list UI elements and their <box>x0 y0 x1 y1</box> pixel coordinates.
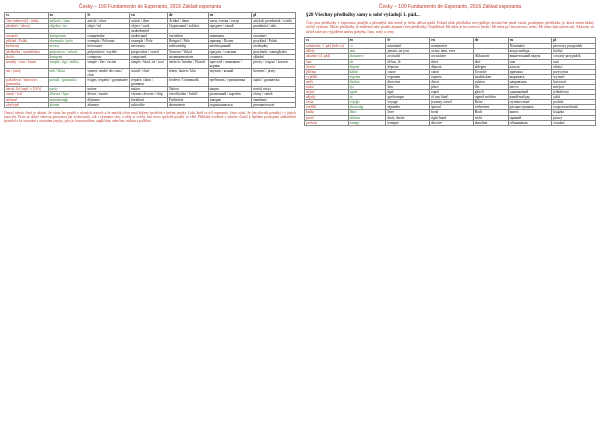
table-cell-eo: nek / klara <box>48 68 86 77</box>
table-cell-en: at any time, ever <box>430 49 474 54</box>
table-cell-ru: винительный падеж <box>508 54 552 59</box>
table-cell-eo: diversa / ŝipo <box>48 92 86 97</box>
section-paragraph: Čím jsou předložky v esperantu jasnější a přesnější, tím méně je třeba užívat pádů. Pokud však předložka nevyjadřuje dostatečně jasně vztah, použijeme předložku je, která nemá žádný určitý význam. Místo předložky je můžeme také použít akuzativ bez předložky. Například: Mi ridas je lia naiveco (nebo: Mi ridas pri lia naiveco, nebo: Mi ridas lian naivecon). Akuzativ se užívá také pro vyjádření směru pohybu, času, míry a ceny. <box>306 21 594 34</box>
table-cell-pl: przyimek / samogłoska <box>252 49 296 54</box>
table-cell-pl: kierować <box>552 79 596 84</box>
column-header-cs: cs <box>5 13 49 19</box>
table-cell-ru: когда-нибудь <box>508 49 552 54</box>
table-cell-eo: ejo <box>348 84 386 89</box>
table-cell-de: Vorwort / Vokal <box>167 49 208 54</box>
table-cell-fr: déposer <box>386 64 430 69</box>
table-cell-cs: rozšířit <box>305 105 349 110</box>
table-cell-cs: kniha <box>305 110 349 115</box>
table-cell-eo: matenmanĝo <box>48 97 86 102</box>
column-header-ru: ru <box>208 13 252 19</box>
table-cell-cs: místo <box>305 84 349 89</box>
table-row <box>5 59 296 68</box>
table-cell-pl: jakiś <box>552 95 596 100</box>
table-cell-de: verstehen <box>167 34 208 39</box>
table-cell-en: nominative <box>430 44 474 49</box>
table-cell-de: verbreiten <box>473 105 508 110</box>
table-cell-fr: égal <box>386 90 430 95</box>
table-cell-fr: comprendre <box>86 34 130 39</box>
column-header-ru: ru <box>508 38 552 44</box>
table-cell-en: necessary <box>130 44 168 49</box>
table-cell-cs: snadný / vzor / kmen <box>5 59 49 68</box>
right-page <box>300 0 600 424</box>
table-cell-eo: direkto <box>348 79 386 84</box>
table-cell-eo: libro <box>348 110 386 115</box>
table-cell-ru: пример / Полек <box>208 39 252 44</box>
table-cell-eo: nacio <box>48 87 86 92</box>
table-cell-ru: предмет / такой <box>208 24 252 29</box>
table-cell-en: deposit <box>430 64 474 69</box>
table-cell-pl: niezbędny <box>252 44 296 49</box>
table-row <box>305 120 596 125</box>
table-cell-eo: komponi <box>48 54 86 59</box>
table-cell-en: there <box>430 59 474 64</box>
table-cell-cs: nezbytný <box>5 44 49 49</box>
table-cell-eo: simpla / ligi / radiko <box>48 59 86 68</box>
table-cell-cs: rozumět <box>5 34 49 39</box>
table-cell-ru: распространять <box>508 105 552 110</box>
table-row <box>5 102 296 107</box>
table-cell-de: zusammensetzen <box>167 54 208 59</box>
table-cell-pl: kiedyś <box>552 49 596 54</box>
table-cell-ru: книга <box>508 110 552 115</box>
table-cell-de: Reise <box>473 100 508 105</box>
table-cell-ru: правый <box>508 115 552 120</box>
table-cell-cs: národ, lid (např. v USA) <box>5 87 49 92</box>
table-cell-ru: подписываться <box>208 102 252 107</box>
table-cell-cs: předmět / takový <box>5 24 49 29</box>
table-cell-eo: trompi <box>348 120 386 125</box>
table-cell-cs: stejný <box>305 90 349 95</box>
table-cell-en: article / then <box>130 19 168 24</box>
table-cell-cs: složit <box>5 54 49 59</box>
table-cell-pl: artykuł, przedimek / wtedy <box>252 19 296 24</box>
table-cell-pl: złożyć <box>552 64 596 69</box>
table-cell-fr: divers / navire <box>86 92 130 97</box>
table-cell-en: example / Pole <box>130 39 168 44</box>
table-cell-de: Gegenstand / solcher <box>167 24 208 29</box>
table-cell-de: richten <box>473 79 508 84</box>
table-cell-fr: nominatif <box>386 44 430 49</box>
table-cell-cs: nějaký <box>305 95 349 100</box>
table-cell-eo: artikolo / tiam <box>48 19 86 24</box>
table-cell-en: express <box>430 74 474 79</box>
table-cell-fr: exiger, requérir / grammaire <box>86 78 130 87</box>
table-cell-ru: класть <box>508 64 552 69</box>
table-cell-ru: место <box>508 84 552 89</box>
table-cell-pl: wyrazić <box>552 74 596 79</box>
table-cell-de: ausdrücken <box>473 74 508 79</box>
table-cell-cs: vyjádřit <box>305 74 349 79</box>
table-cell-pl: przykład / Polak <box>252 39 296 44</box>
table-cell-ru: направлять <box>508 79 552 84</box>
right-header: Ĉesky – 100 Fundamento de Esperanto, 2016 Základ esperanta <box>378 4 522 10</box>
table-cell-ru: нация <box>208 87 252 92</box>
table-cell-en: object / such <box>130 24 168 29</box>
column-header-de: de <box>167 13 208 19</box>
table-cell-en: equal <box>430 90 474 95</box>
table-cell-eo: kaŭzo <box>348 69 386 74</box>
table-cell-cs: snídaně <box>5 97 49 102</box>
table-cell-de: nothwendig <box>167 44 208 49</box>
table-cell-de: Buch <box>473 110 508 115</box>
table-cell-cs: příčina <box>305 69 349 74</box>
table-cell-pl: śniadanie <box>252 97 296 102</box>
table-cell-cs: člen (německý) / tehdy <box>5 19 49 24</box>
table-cell-de: Ort <box>473 84 508 89</box>
left-note: Úmysl tohoto čtení je ukázat, že výraz lze použít v různých tvarech a že mnohá slova mají kořeny společné s jinými jazyky. Lidé, kteří se učí esperanto, často zjistí, že jim slovník pomáhá i v jiných jazycích. Proto je dobré věnovat pozornost jak výslovnosti, tak i významu slov, a vždy si ověřit, zda slovo správně použili ve větě. Příklady uvedené v tabulce slouží k lepšímu pochopení základních pravidel a ke srovnání s ostatními jazyky, jako je francouzština, angličtina, němčina, ruština a polština. <box>4 110 296 124</box>
table-cell-ru: член, статья / тогда <box>208 19 252 24</box>
table-cell-ru: предлог / гласная <box>208 49 252 54</box>
table-cell-cs: pravý <box>305 115 349 120</box>
table-cell-ru: требовать / грамматика <box>208 78 252 87</box>
table-cell-cs: obyčejně <box>5 102 49 107</box>
table-cell-fr: déjeuner <box>86 97 130 102</box>
table-cell-fr: tromper <box>386 120 430 125</box>
column-header-en: en <box>430 38 474 44</box>
table-cell-fr: préposition / voyelle <box>86 49 130 54</box>
table-cell-en: preposition / vowel <box>130 49 168 54</box>
table-cell-en: subscribe <box>130 102 168 107</box>
table-cell-ru: причина <box>508 69 552 74</box>
table-cell-cs: cesta <box>305 100 349 105</box>
table-cell-eo: vojaĝo <box>348 100 386 105</box>
table-cell-fr: direction <box>386 79 430 84</box>
vocab-table-right <box>304 37 596 126</box>
left-header: Ĉesky – 100 Fundamento de Esperanto, 2016 Základ esperanta <box>78 4 222 10</box>
column-header-en: en <box>130 13 168 19</box>
table-cell-ru: простой / связывать / корень <box>208 59 252 68</box>
table-cell-fr: accusatif <box>386 54 430 59</box>
table-cell-en: require, claim / grammar <box>130 78 168 87</box>
table-cell-ru: завтрак <box>208 97 252 102</box>
table-cell-pl: tam <box>552 59 596 64</box>
table-cell-en: journey, travel <box>430 100 474 105</box>
table-cell-pl: rozumieć <box>252 34 296 39</box>
table-cell-eo: -o <box>348 44 386 49</box>
table-cell-eo: abonni <box>48 102 86 107</box>
table-cell-de: Frühstück <box>167 97 208 102</box>
table-cell-de: einfach / binden / Wurzel <box>167 59 208 68</box>
table-cell-ru: одинаковый <box>508 90 552 95</box>
table-cell-fr: nécessaire <box>86 44 130 49</box>
table-cell-en: underdenied <box>130 29 168 34</box>
table-cell-pl: prawy <box>552 115 596 120</box>
vocab-table-left <box>4 12 296 108</box>
table-cell-eo: iam <box>348 49 386 54</box>
table-cell-fr: quelconque <box>386 95 430 100</box>
table-cell-de: gleich <box>473 90 508 95</box>
table-cell-de: Beispiel / Pole <box>167 39 208 44</box>
table-cell-ru: звучать / ясный <box>208 68 252 77</box>
table-cell-de: fordern / Grammatik <box>167 78 208 87</box>
table-cell-eo: disvastigi <box>348 105 386 110</box>
table-cell-fr: cause <box>386 69 430 74</box>
column-header-fr: fr <box>386 38 430 44</box>
table-cell-en: nation <box>130 87 168 92</box>
table-cell-cs: dovést <box>305 64 349 69</box>
column-header-eo: eo <box>48 13 86 19</box>
table-cell-de: Akkusativ <box>473 54 508 59</box>
table-cell-cs: směr <box>305 79 349 84</box>
table-cell-eo: objekto / tia <box>48 24 86 29</box>
table-cell-en: deceive <box>430 120 474 125</box>
table-cell-eo: postuli / gramatiko <box>48 78 86 87</box>
table-cell-en: breakfast <box>130 97 168 102</box>
table-cell-cs: požadovat / mluvnice, gramatika <box>5 78 49 87</box>
table-cell-ru: там <box>508 59 552 64</box>
table-cell-en: accusative <box>430 54 474 59</box>
table-cell-fr: abonner <box>86 102 130 107</box>
table-cell-pl: prenumerować <box>252 102 296 107</box>
table-cell-en: of any kind <box>430 95 474 100</box>
table-cell-pl: przyczyna <box>552 69 596 74</box>
table-cell-ru: выражать <box>508 74 552 79</box>
table-cell-cs: předložka / samohláska <box>5 49 49 54</box>
table-cell-fr: exemple / Polonais <box>86 39 130 44</box>
column-header-pl: pl <box>252 13 296 19</box>
table-cell-fr: répandre <box>386 105 430 110</box>
table-cell-de: täuschen <box>473 120 508 125</box>
table-cell-eo: akuzativo <box>348 54 386 59</box>
table-cell-en: cause <box>430 69 474 74</box>
column-header-fr: fr <box>86 13 130 19</box>
column-header-de: de <box>473 38 508 44</box>
table-cell-fr: jamais, un jour <box>386 49 430 54</box>
table-cell-cs: akuzativ (4. pád) <box>305 54 349 59</box>
table-cell-cs: někdy <box>305 49 349 54</box>
table-cell-fr: sonner, rendre des sons / clair <box>86 68 130 77</box>
table-cell-eo: egala <box>348 90 386 95</box>
table-cell-ru: какой-нибудь <box>508 95 552 100</box>
table-cell-fr: nation <box>86 87 130 92</box>
table-cell-cs: ani / jasný <box>5 68 49 77</box>
column-header-eo: eo <box>348 38 386 44</box>
table-cell-en: spread <box>430 105 474 110</box>
table-cell-fr: droit, droite <box>386 115 430 120</box>
column-header-cs: cs <box>305 38 349 44</box>
table-cell-eo: deponi <box>348 64 386 69</box>
table-row <box>5 78 296 87</box>
table-cell-cs: různý / loď <box>5 92 49 97</box>
table-cell-eo: dekstra <box>348 115 386 120</box>
table-cell-fr: livre <box>386 110 430 115</box>
table-cell-pl: żądać / gramatyka <box>252 78 296 87</box>
table-cell-eo: prepozicio / vokalo <box>48 49 86 54</box>
table-cell-de: ablegen <box>473 64 508 69</box>
table-cell-ru: путешествие <box>508 100 552 105</box>
table-cell-pl: podróż <box>552 100 596 105</box>
table-cell-cs: podvést <box>305 120 349 125</box>
table-cell-en: simple / bind, tie / root <box>130 59 168 68</box>
table-cell-pl: prosty / wiązać / korzeń <box>252 59 296 68</box>
table-cell-de: tönen, lauten / klar <box>167 68 208 77</box>
table-cell-eo: tie <box>348 59 386 64</box>
table-row <box>5 68 296 77</box>
table-cell-de: Nation <box>167 87 208 92</box>
table-cell-de: Artikel / dann <box>167 19 208 24</box>
table-cell-pl: miejsce <box>552 84 596 89</box>
table-cell-eo: iu <box>348 95 386 100</box>
table-cell-fr: là-bas, là <box>386 59 430 64</box>
table-cell-cs: tam <box>305 59 349 64</box>
table-cell-pl: pierwszy przypadek <box>552 44 596 49</box>
table-cell-de: verschieden / Schiff <box>167 92 208 97</box>
table-cell-pl: czwarty przypadek <box>552 54 596 59</box>
table-cell-eo: ekzemplo / polo <box>48 39 86 44</box>
table-cell-fr: exprimer <box>386 74 430 79</box>
column-header-pl: pl <box>552 38 596 44</box>
table-cell-de: irgend welcher <box>473 95 508 100</box>
table-cell-ru: необходимый <box>208 44 252 49</box>
table-cell-fr: objet / tel <box>86 24 130 29</box>
table-cell-fr: voyage <box>386 100 430 105</box>
table-cell-eo: necesa <box>48 44 86 49</box>
table-cell-pl: różny / statek <box>252 92 296 97</box>
table-cell-cs: nominativ, 1. pád (kdo co) <box>305 44 349 49</box>
table-cell-ru: различный / корабль <box>208 92 252 97</box>
table-cell-pl: przedmiot / taki <box>252 24 296 29</box>
table-cell-en: various, diverse / ship <box>130 92 168 97</box>
table-cell-en: sound / clear <box>130 68 168 77</box>
table-cell-pl: oszukać <box>552 120 596 125</box>
section-title: §28 Všechny předložky samy o sobě vyžadují 1. pád... <box>306 13 420 18</box>
table-cell-ru: сложить <box>208 54 252 59</box>
table-cell-pl: książka <box>552 110 596 115</box>
table-cell-de: abonnieren <box>167 102 208 107</box>
table-cell-ru: Nominativ <box>508 44 552 49</box>
table-cell-ru: понимать <box>208 34 252 39</box>
table-cell-en: book <box>430 110 474 115</box>
table-cell-eo: komprenan <box>48 34 86 39</box>
table-cell-de: dort <box>473 59 508 64</box>
table-cell-pl: składać <box>252 54 296 59</box>
table-cell-de: recht <box>473 115 508 120</box>
table-cell-ru: обманывать <box>508 120 552 125</box>
table-cell-cs: příklad / Polák <box>5 39 49 44</box>
table-cell-en: place <box>430 84 474 89</box>
table-cell-en: direct <box>430 79 474 84</box>
table-cell-en: right-hand <box>430 115 474 120</box>
table-cell-eo: esprimi <box>348 74 386 79</box>
table-cell-pl: naród, nacja <box>252 87 296 92</box>
table-cell-fr: composer <box>86 54 130 59</box>
table-cell-fr: article / alors <box>86 19 130 24</box>
table-cell-pl: rozpowszechniać <box>552 105 596 110</box>
table-cell-en: compound <box>130 54 168 59</box>
table-cell-pl: brzmieć / jasny <box>252 68 296 77</box>
table-cell-fr: lieu <box>386 84 430 89</box>
table-cell-de: Ursache <box>473 69 508 74</box>
table-cell-fr: simple / lier / racine <box>86 59 130 68</box>
table-cell-en: understand <box>130 34 168 39</box>
table-cell-pl: jednakowy <box>552 90 596 95</box>
